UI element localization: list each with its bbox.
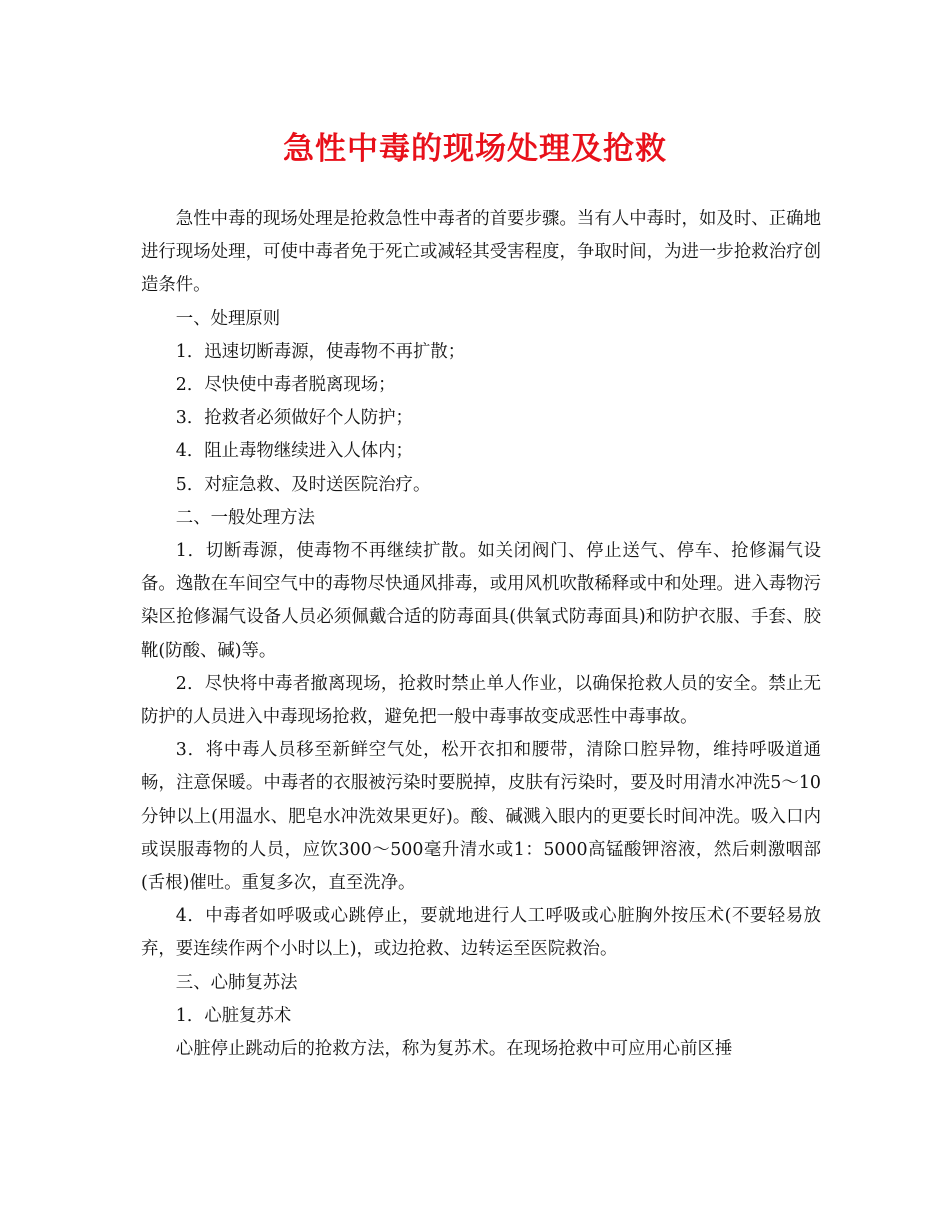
heading-general-methods: 二、一般处理方法 [175,507,315,528]
document-body [141,203,821,1066]
principle-item: 2．尽快使中毒者脱离现场； [175,375,396,396]
principle-item: 5．对症急救、及时送医院治疗。 [175,474,431,495]
principle-item: 4．阻止毒物继续进入人体内； [175,441,413,462]
method-paragraph: 3．将中毒人员移至新鲜空气处，松开衣扣和腰带，清除口腔异物，维持呼吸道通畅，注意保暖。中毒者的衣服被污染时要脱掉，皮肤有污染时，要及时用清水冲洗5～10分钟以上(用温水、肥皂水冲洗效果更好)。酸、碱溅入眼内的更要长时间冲洗。吸入口内或误服毒物的人员，应饮300～500毫升清水或1：5000高锰酸钾溶液，然后刺激咽部(舌根)催吐。重复多次，直至洗净。 [141,740,821,894]
method-paragraph: 4．中毒者如呼吸或心跳停止，要就地进行人工呼吸或心脏胸外按压术(不要轻易放弃，要连续作两个小时以上)，或边抢救、边转运至医院救治。 [141,906,821,960]
method-paragraph: 2．尽快将中毒者撤离现场，抢救时禁止单人作业，以确保抢救人员的安全。禁止无防护的人员进入中毒现场抢救，避免把一般中毒事故变成恶性中毒事故。 [141,673,821,728]
principle-item: 3．抢救者必须做好个人防护； [175,408,413,429]
document-title: 急性中毒的现场处理及抢救 [283,131,667,167]
heading-cpr: 三、心肺复苏法 [175,972,298,993]
paragraph-intro: 急性中毒的现场处理是抢救急性中毒者的首要步骤。当有人中毒时，如及时、正确地进行现场处理，可使中毒者免于死亡或减轻其受害程度，争取时间，为进一步抢救治疗创造条件。 [141,209,821,296]
heading-principles: 一、处理原则 [175,308,281,329]
method-paragraph: 1．切断毒源，使毒物不再继续扩散。如关闭阀门、停止送气、停车、抢修漏气设备。逸散在车间空气中的毒物尽快通风排毒，或用风机吹散稀释或中和处理。进入毒物污染区抢修漏气设备人员必须佩戴合适的防毒面具(供氧式防毒面具)和防护衣服、手套、胶靴(防酸、碱)等。 [141,541,821,661]
principle-item: 1．迅速切断毒源，使毒物不再扩散； [175,341,466,362]
cpr-paragraph: 心脏停止跳动后的抢救方法，称为复苏术。在现场抢救中可应用心前区捶 [175,1039,733,1060]
subheading-cardiac-resuscitation: 1．心脏复苏术 [175,1005,292,1026]
